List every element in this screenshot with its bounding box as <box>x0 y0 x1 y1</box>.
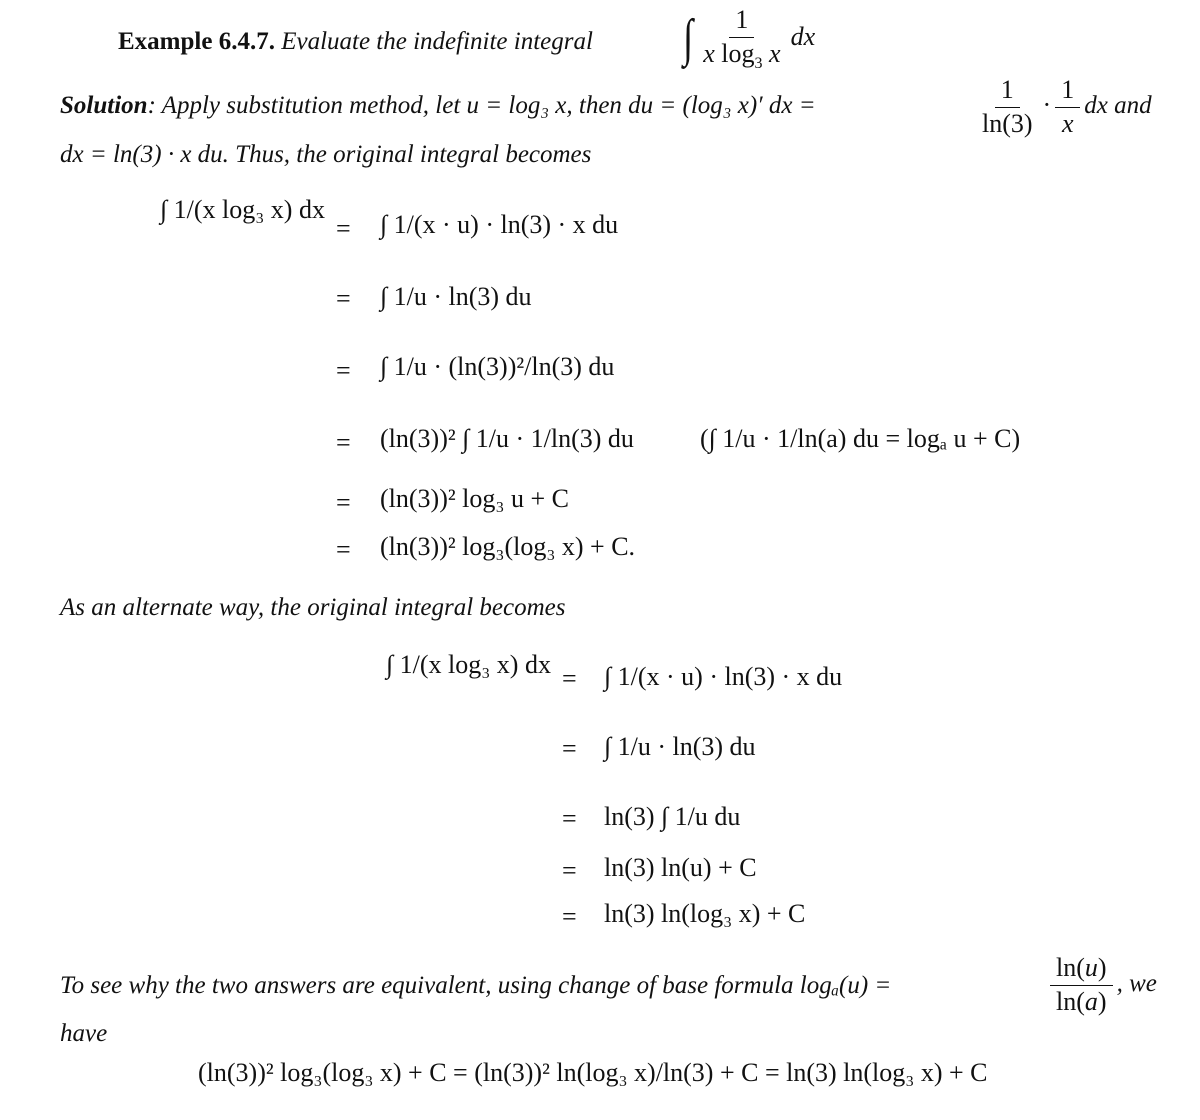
equivalence-line-1-end: , we <box>1116 970 1157 998</box>
eq-sign: = <box>336 428 351 457</box>
derivation1-step-5: (ln(3))² log₃ u + C <box>380 484 569 513</box>
solution-line-2: dx = ln(3) · x du. Thus, the original integral becomes <box>60 141 592 168</box>
eq-sign: = <box>562 902 577 931</box>
solution-fraction: $\frac{1}{\ln(3)}$ · $\frac{1}{x}$ dx and <box>982 75 1152 138</box>
alternate-step-4: ln(3) ln(u) + C <box>604 853 757 882</box>
derivation1-step-3: ∫ 1/u · (ln(3))²/ln(3) du <box>380 352 615 381</box>
solution-text: : Apply substitution method, let u = log₃ x, then du = (log₃ x)′ dx = <box>147 92 816 119</box>
example-text: Evaluate the indefinite integral <box>281 28 593 55</box>
equivalence-line-1: To see why the two answers are equivalent, using change of base formula logₐ(u) = <box>60 972 892 999</box>
alternate-step-3: ln(3) ∫ 1/u du <box>604 802 741 831</box>
eq-sign: = <box>562 664 577 693</box>
eq-sign: = <box>336 488 351 517</box>
eq-sign: = <box>336 535 351 564</box>
alternate-intro: As an alternate way, the original integral becomes <box>60 594 566 621</box>
equivalence-final: (ln(3))² log₃(log₃ x) + C = (ln(3))² ln(log₃ x)/ln(3) + C = ln(3) ln(log₃ x) + C <box>198 1058 988 1087</box>
derivation1-step-4: (ln(3))² ∫ 1/u · 1/ln(3) du <box>380 424 634 453</box>
alternate-step-2: ∫ 1/u · ln(3) du <box>604 732 756 761</box>
derivation1-step-2: ∫ 1/u · ln(3) du <box>380 282 532 311</box>
equivalence-line-2: have <box>60 1020 108 1047</box>
derivation1-step-1: ∫ 1/(x · u) · ln(3) · x du <box>380 210 619 239</box>
example-heading <box>118 28 593 56</box>
solution-line-1 <box>60 92 816 120</box>
derivation1-note: (∫ 1/u · 1/ln(a) du = logₐ u + C) <box>700 424 1021 453</box>
example-label: Example 6.4.7. <box>118 28 275 55</box>
derivation1-lhs: ∫ 1/(x log₃ x) dx <box>160 195 325 224</box>
eq-sign: = <box>336 284 351 313</box>
solution-label: Solution <box>60 92 148 119</box>
derivation1-step-6: (ln(3))² log₃(log₃ x) + C. <box>380 532 636 561</box>
solution-line-1-end: dx and <box>1084 92 1152 120</box>
eq-sign: = <box>562 734 577 763</box>
eq-sign: = <box>336 214 351 243</box>
eq-sign: = <box>562 856 577 885</box>
alternate-lhs: ∫ 1/(x log₃ x) dx <box>386 650 551 679</box>
eq-sign: = <box>562 804 577 833</box>
alternate-step-1: ∫ 1/(x · u) · ln(3) · x du <box>604 662 843 691</box>
alternate-step-5: ln(3) ln(log₃ x) + C <box>604 899 806 928</box>
example-integral: ∫ $\frac{1}{x \log_3 x}$ dx <box>683 5 816 72</box>
eq-sign: = <box>336 356 351 385</box>
equivalence-fraction: $\frac{\ln(u)}{\ln(a)}$ , we <box>1046 954 1157 1016</box>
